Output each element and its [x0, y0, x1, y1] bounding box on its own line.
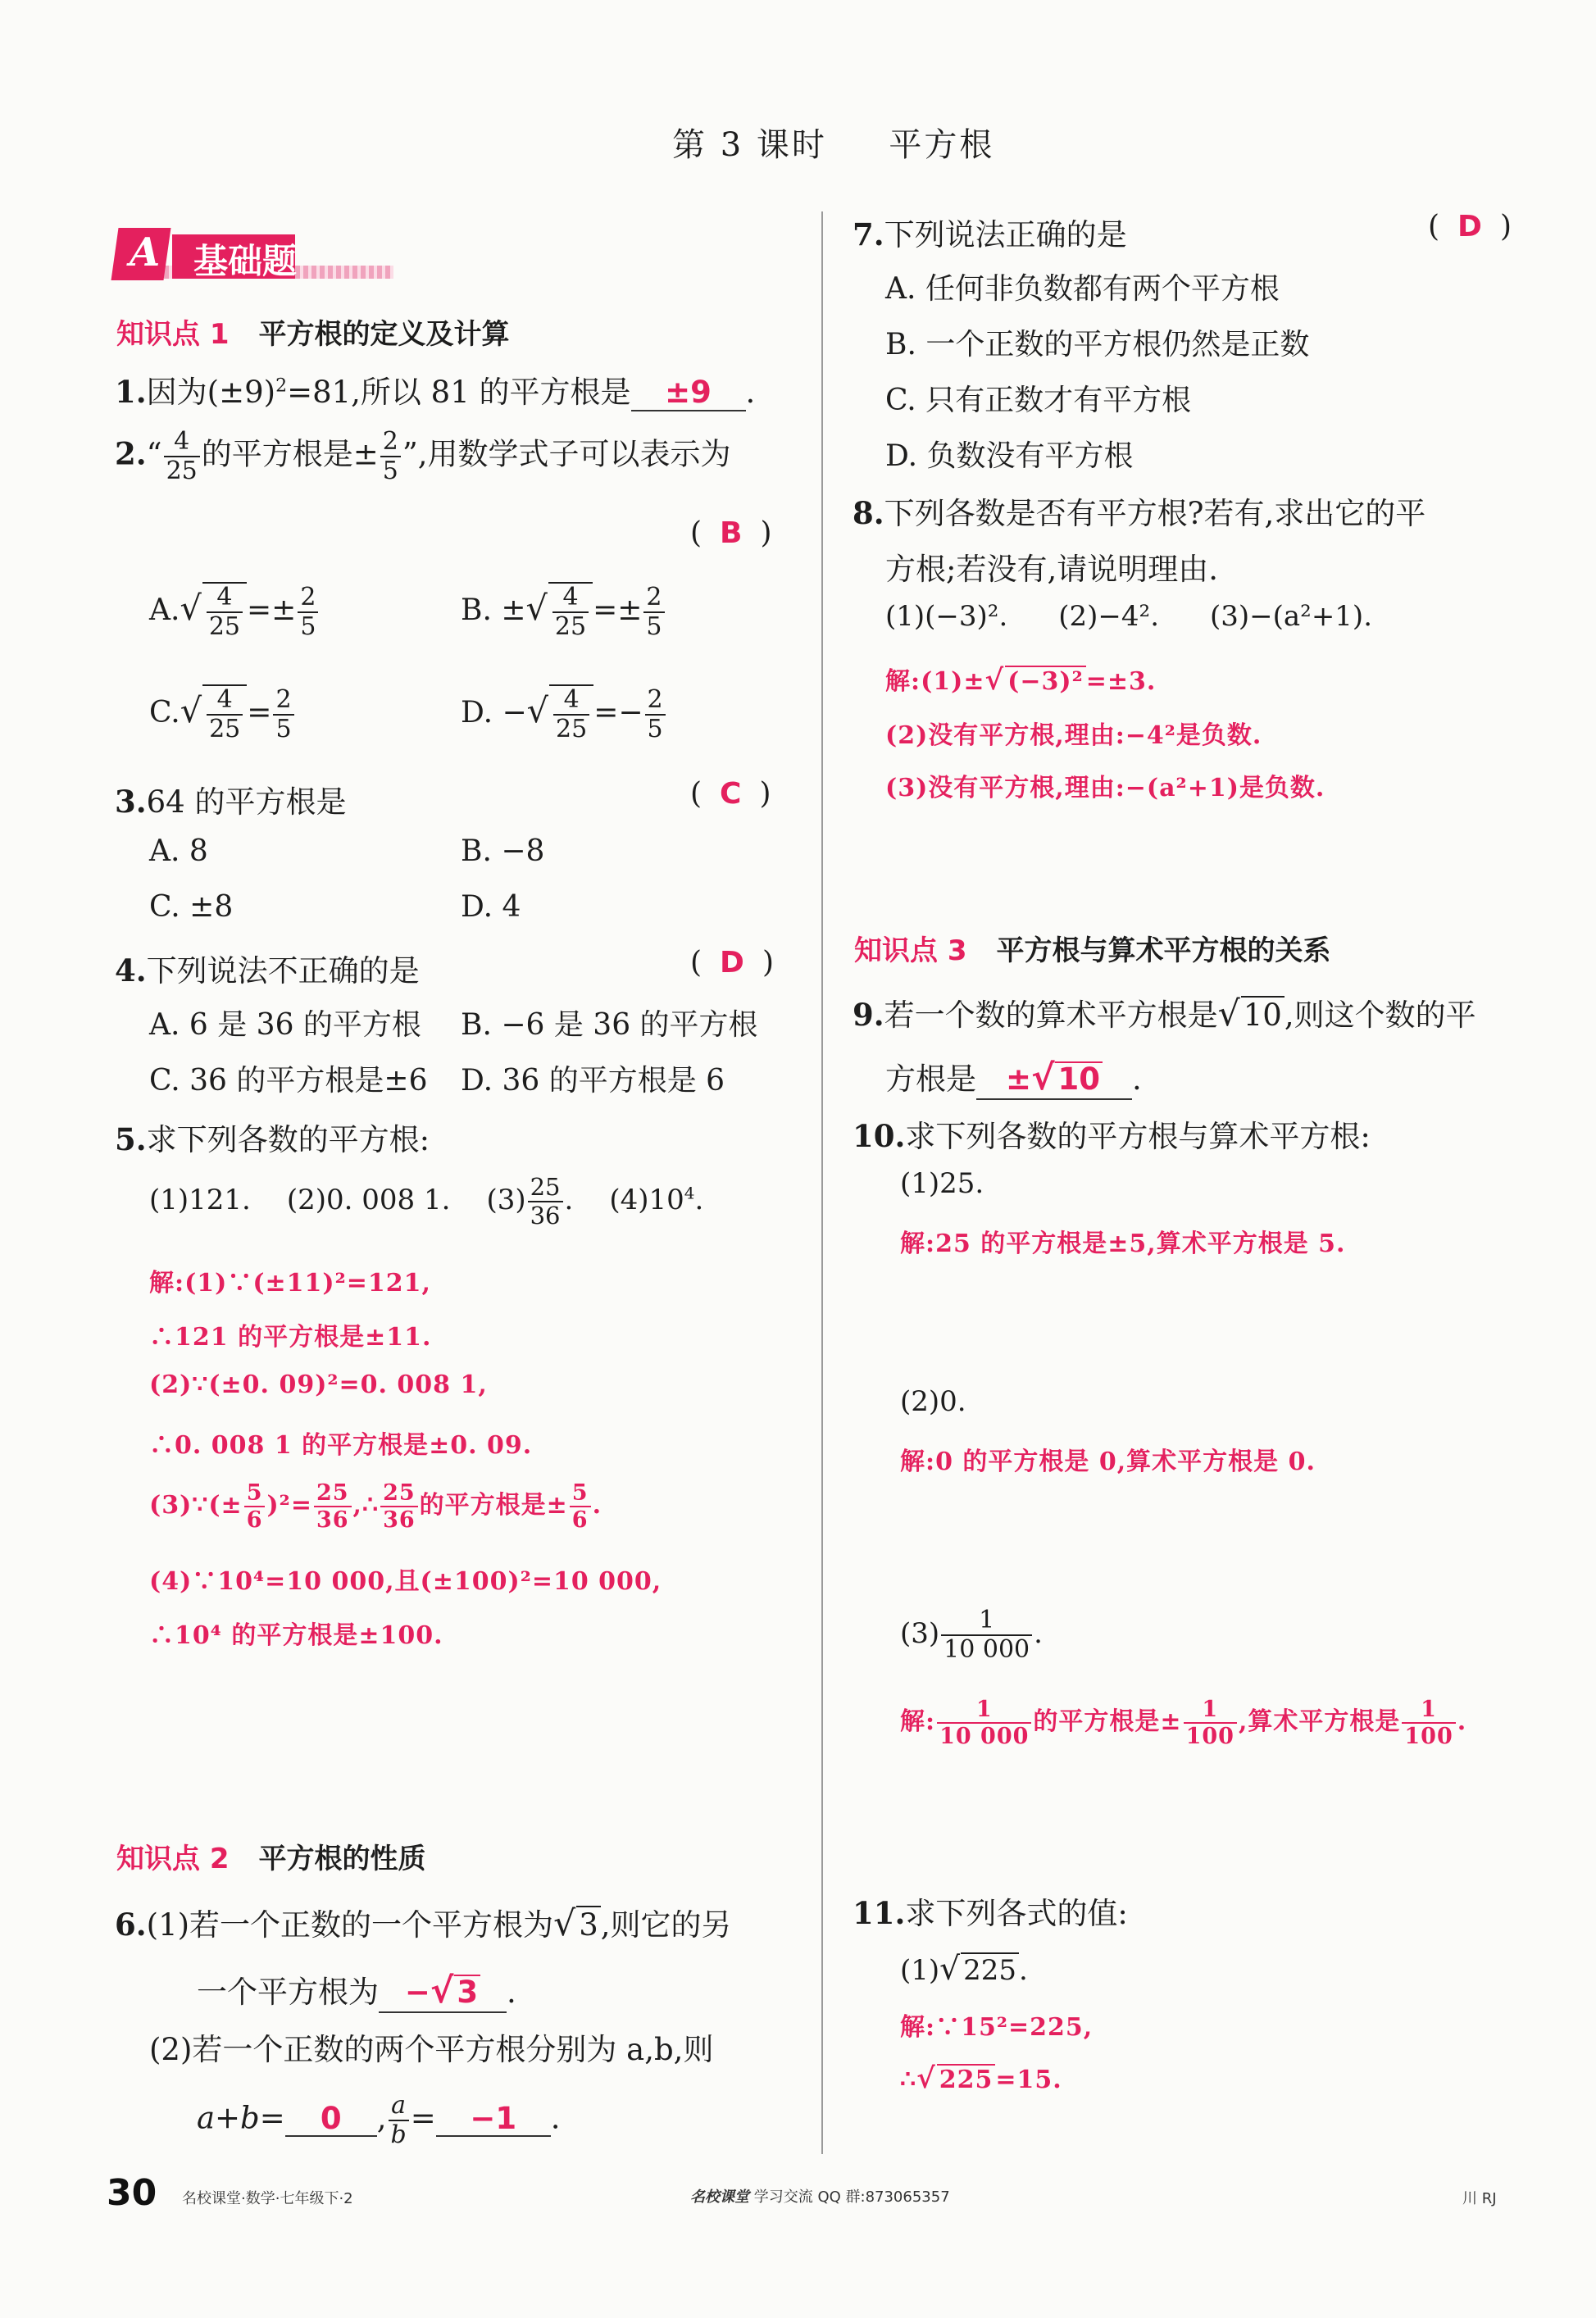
q5-text: 求下列各数的平方根:: [146, 1122, 430, 1157]
frac-num: 2: [645, 686, 666, 716]
sol-fraction: [1402, 1697, 1455, 1749]
q3-option-b[interactable]: B. −8: [461, 834, 545, 868]
q7-answer: D: [1457, 210, 1482, 243]
radical-sign: √: [525, 589, 548, 628]
q2-fraction-2-5: [380, 428, 401, 485]
q2-answer: B: [720, 516, 743, 550]
sol-text: 的平方根是±: [419, 1491, 568, 1520]
q6-text-4: a+b=: [197, 2100, 285, 2136]
frac-num: 2: [273, 686, 293, 716]
radical-sign: √: [1031, 1058, 1055, 1098]
frac-den: 100: [1185, 1724, 1235, 1749]
q2-opt-d-value: [645, 686, 666, 743]
sol-text: =15.: [995, 2066, 1062, 2094]
q9-text-2: 方根是: [885, 1061, 976, 1097]
q8-item-2: (2)−4²: [1058, 600, 1151, 633]
q11-number: 11.: [853, 1895, 906, 1931]
sol-radicand: 225: [937, 2064, 996, 2094]
q6-answer-blank-2: 0: [285, 2102, 377, 2138]
footer-center: [690, 2185, 950, 2207]
frac-den: 25: [556, 715, 588, 743]
q6-number: 6.: [115, 1907, 147, 1943]
frac-num: 1: [1184, 1697, 1237, 1724]
q9-text-1: 若一个数的算术平方根是: [884, 998, 1218, 1033]
q6-radicand: 3: [576, 1906, 601, 1943]
q2-opt-b-value: [643, 584, 664, 641]
q2-option-d[interactable]: [461, 684, 667, 743]
frac-num: 4: [207, 686, 243, 716]
q5-solution-line-5: (3)∵(± $\frac{5}{6}$ )²= $\frac{25}{36}$ ,∴ $\frac{25}{36}$ 的平方根是± $\frac{5}{6}$ .: [149, 1480, 602, 1533]
kp3-label: 知识点 3: [854, 934, 967, 967]
radical-sign: √: [553, 1904, 576, 1944]
q10-item-3: (3) $\frac{1}{10 000}$ .: [900, 1606, 1043, 1664]
frac-den: 6: [246, 1507, 263, 1533]
q8-solution-line-2: (2)没有平方根,理由:−4²是负数.: [885, 721, 1262, 750]
radical-sign: √: [180, 691, 202, 730]
question-6-part-2: [149, 2025, 713, 2069]
page-number: 30: [107, 2172, 157, 2214]
answer-radicand: 10: [1055, 1061, 1103, 1097]
frac-den: 6: [571, 1507, 589, 1533]
q2-opt-d-label: D. −: [461, 696, 527, 729]
q2-f2-num: 2: [380, 428, 401, 457]
q5-solution-line-1: 解:(1)∵(±11)²=121,: [149, 1269, 431, 1298]
q10-item-1: (1)25.: [900, 1167, 984, 1200]
q8-text-1: 下列各数是否有平方根?若有,求出它的平: [884, 496, 1426, 531]
q10-number: 10.: [853, 1118, 906, 1154]
q6-text-1b: ,则它的另: [600, 1907, 732, 1943]
q4-option-b[interactable]: B. −6 是 36 的平方根: [461, 1008, 758, 1042]
frac-den: 10 000: [944, 1635, 1030, 1664]
frac-num: 1: [1402, 1697, 1455, 1724]
frac-den: 25: [208, 612, 241, 641]
q1-answer-blank: ±9: [631, 376, 746, 411]
frac-num: 5: [244, 1480, 266, 1507]
answer-sign: −: [404, 1975, 430, 2010]
q3-answer-paren: ( C ): [690, 777, 771, 811]
q2-opt-d-eq: =−: [593, 696, 643, 729]
q2-f2-den: 5: [382, 457, 398, 485]
q2-open-quote: “: [146, 436, 162, 472]
frac-den: 10 000: [939, 1724, 1030, 1749]
q1-number: 1.: [115, 374, 147, 410]
radical-sign: √: [939, 1951, 961, 1988]
q4-text: 下列说法不正确的是: [146, 953, 420, 989]
question-10: [853, 1111, 1371, 1156]
frac-den: 100: [1404, 1724, 1453, 1749]
q10-item-2: (2)0.: [900, 1385, 966, 1418]
q2-f1-num: 4: [164, 428, 200, 457]
q1-exponent: 2: [275, 375, 288, 397]
q2-text-mid: 的平方根是±: [201, 436, 379, 472]
frac-num: 25: [314, 1480, 352, 1507]
q4-option-c[interactable]: C. 36 的平方根是±6: [149, 1064, 428, 1098]
frac-den: 36: [316, 1507, 349, 1533]
q2-opt-b-radicand: [548, 582, 593, 641]
q9-text-1b: ,则这个数的平: [1284, 998, 1476, 1033]
sol-fraction: [1184, 1697, 1237, 1749]
sol-fraction: [380, 1480, 418, 1533]
q8-solution-line-3: (3)没有平方根,理由:−(a²+1)是负数.: [885, 774, 1325, 802]
section-a-title: 基础题: [193, 241, 298, 281]
kp3-title: 平方根与算术平方根的关系: [996, 934, 1331, 967]
question-8: [853, 489, 1425, 533]
lesson-label: 第 3 课时: [672, 126, 827, 164]
section-a-banner: [115, 228, 393, 284]
radical-sign: √: [180, 589, 202, 628]
q2-number: 2.: [115, 435, 147, 472]
frac-num: 25: [380, 1480, 418, 1507]
section-a-letter: A: [130, 230, 161, 275]
sol-text: =±3.: [1085, 667, 1157, 696]
q11-solution-line-1: 解:∵15²=225,: [900, 2013, 1094, 2042]
q6-eq: =: [410, 2100, 436, 2136]
question-3: [115, 777, 346, 821]
q3-option-d[interactable]: D. 4: [461, 890, 521, 924]
q4-number: 4.: [115, 952, 147, 989]
q5-item-2: (2)0. 008 1.: [286, 1184, 451, 1216]
footer-qq-group: 学习交流 QQ 群:873065357: [753, 2188, 950, 2206]
sol-text: ∴: [900, 2066, 917, 2094]
column-divider: [821, 211, 823, 2154]
sol-radicand: (−3)²: [1005, 666, 1086, 696]
q4-option-a[interactable]: A. 6 是 36 的平方根: [149, 1008, 421, 1042]
q2-fraction-4-25: [164, 428, 200, 485]
q8-solution-line-1: [885, 661, 1156, 697]
kp1-label: 知识点 1: [116, 318, 230, 351]
q1-text-pre: 因为(±9): [146, 375, 276, 410]
frac-den: 5: [646, 612, 662, 641]
question-1: [115, 367, 755, 411]
q7-number: 7.: [853, 216, 884, 252]
q5-solution-line-3: (2)∵(±0. 09)²=0. 008 1,: [149, 1370, 488, 1399]
q7-option-d[interactable]: D. 负数没有平方根: [885, 439, 1134, 473]
answer-sign: ±: [1006, 1061, 1032, 1097]
q2-answer-paren: ( B ): [690, 516, 772, 550]
frac-den: b: [390, 2120, 407, 2149]
lesson-topic: 平方根: [889, 126, 995, 164]
q2-opt-a-radicand: [202, 582, 247, 641]
answer-radicand: 3: [454, 1975, 480, 2010]
frac-num: 4: [552, 584, 589, 613]
question-9-cont: 方根是 ±√ 10 .: [885, 1058, 1142, 1098]
question-11: [853, 1888, 1128, 1933]
q2-option-c[interactable]: [149, 684, 296, 743]
q6-text-1: (1)若一个正数的一个平方根为: [146, 1907, 554, 1943]
q5-solution-line-7: ∴10⁴ 的平方根是±100.: [149, 1621, 443, 1650]
frac-num: 5: [570, 1480, 591, 1507]
kp2-title: 平方根的性质: [258, 1843, 426, 1875]
sol-text: 解:: [900, 1707, 936, 1736]
q3-option-a[interactable]: A. 8: [149, 834, 208, 868]
q8-number: 8.: [853, 495, 884, 531]
q10-item-3-fraction: [941, 1607, 1032, 1664]
kp2-label: 知识点 2: [116, 1843, 230, 1875]
q1-period: .: [745, 375, 756, 410]
q11-solution-line-2: [900, 2062, 1062, 2095]
footer-book-title: 名校课堂·数学·七年级下·2: [182, 2190, 353, 2207]
frac-den: 25: [554, 612, 587, 641]
sol-fraction: [244, 1480, 266, 1533]
sol-text: 的平方根是±: [1033, 1707, 1182, 1736]
q5-items: (1)121. (2)0. 008 1. (3) $\frac{25}{36}$ . $(4)10^4$.: [149, 1173, 704, 1229]
frac-num: 2: [298, 584, 318, 613]
q2-text-end: ”,用数学式子可以表示为: [402, 436, 731, 472]
q8-item-1: (1)(−3)²: [885, 600, 999, 633]
frac-num: 1: [937, 1697, 1031, 1724]
footer-edition: 川 RJ: [1462, 2190, 1497, 2207]
q7-option-a[interactable]: A. 任何非负数都有两个平方根: [885, 272, 1280, 306]
q4-answer-paren: ( D ): [690, 946, 774, 979]
q2-opt-a-value: [298, 584, 318, 641]
q1-text: =81,所以 81 的平方根是: [287, 375, 631, 410]
q2-opt-b-eq: =±: [593, 593, 643, 627]
q5-item-1: (1)121.: [149, 1184, 251, 1216]
q6-fraction-a-b: [389, 2092, 409, 2149]
q7-answer-paren: ( D ): [1428, 210, 1512, 243]
frac-den: 36: [383, 1507, 416, 1533]
q2-option-b[interactable]: [461, 582, 666, 641]
q10-solution-2: 解:0 的平方根是 0,算术平方根是 0.: [900, 1448, 1316, 1476]
q2-f1-den: 25: [166, 457, 198, 485]
q3-text: 64 的平方根是: [146, 784, 347, 820]
q9-radicand: 10: [1241, 996, 1285, 1033]
q11-text: 求下列各式的值:: [905, 1896, 1128, 1931]
sol-fraction: [937, 1697, 1031, 1749]
sol-fraction: [314, 1480, 352, 1533]
frac-num: 4: [207, 584, 243, 613]
knowledge-point-3: [854, 928, 1331, 968]
q11-item-1-label: (1): [900, 1954, 940, 1987]
q3-answer: C: [720, 777, 742, 811]
question-9: [853, 990, 1476, 1034]
q6-comma: ,: [376, 2100, 387, 2136]
q10-solution-1: 解:25 的平方根是±5,算术平方根是 5.: [900, 1229, 1346, 1258]
frac-den: 5: [275, 715, 292, 743]
sol-text: (3)∵(±: [149, 1491, 243, 1520]
question-6-part-1: [115, 1900, 732, 1944]
question-5: [115, 1115, 430, 1159]
q3-number: 3.: [115, 784, 147, 820]
radical-sign: √: [1217, 994, 1240, 1034]
radical-sign: √: [916, 2062, 936, 2095]
frac-num: a: [389, 2092, 409, 2121]
q4-option-d[interactable]: D. 36 的平方根是 6: [461, 1064, 725, 1098]
q2-opt-c-radicand: [202, 684, 247, 743]
q6-text-2: 一个平方根为: [197, 1975, 379, 2010]
q10-text: 求下列各数的平方根与算术平方根:: [905, 1119, 1371, 1154]
q2-opt-a-label: A.: [149, 593, 180, 627]
knowledge-point-1: [116, 311, 510, 352]
q2-opt-c-value: [273, 686, 293, 743]
radical-sign: √: [984, 664, 1005, 697]
q2-opt-d-radicand: [549, 684, 593, 743]
q6-text-3: (2)若一个正数的两个平方根分别为 a,b,则: [149, 2032, 714, 2067]
q2-opt-a-eq: =±: [247, 593, 297, 627]
radical-sign: √: [430, 1971, 454, 2011]
frac-den: 5: [647, 715, 663, 743]
sol-text: )²=: [266, 1491, 312, 1520]
frac-num: 2: [643, 584, 664, 613]
q5-solution-line-2: ∴121 的平方根是±11.: [149, 1323, 432, 1352]
q6-answer-blank-1: [379, 1973, 507, 2013]
publisher-logo: 名校课堂: [690, 2188, 749, 2206]
q4-answer: D: [720, 946, 744, 979]
frac-num: 1: [941, 1607, 1032, 1636]
q2-option-a[interactable]: [149, 582, 320, 641]
sol-text: ,∴: [352, 1491, 380, 1520]
q11-item-1: (1)√ 225.: [900, 1951, 1028, 1988]
q7-text: 下列说法正确的是: [884, 217, 1127, 252]
question-6-part-1-cont: 一个平方根为 −√ 3 .: [197, 1971, 516, 2011]
question-6-part-2-cont: a+b= 0 , $\frac{a}{b}$ = −1 .: [197, 2091, 561, 2149]
frac-den: 25: [209, 715, 241, 743]
question-7: [853, 210, 1127, 254]
q5-solution-line-4: ∴0. 008 1 的平方根是±0. 09.: [149, 1431, 533, 1460]
q9-number: 9.: [853, 997, 884, 1033]
q8-item-3: (3)−(a²+1).: [1210, 600, 1373, 633]
sol-fraction: [570, 1480, 591, 1533]
q5-item-3: (3): [486, 1184, 526, 1216]
radical-sign: √: [526, 691, 549, 730]
q5-number: 5.: [115, 1121, 147, 1157]
q11-radicand: 225: [961, 1952, 1019, 1987]
question-2: [115, 428, 731, 485]
q8-items: (1)(−3)². (2)−4². (3)−(a²+1).: [885, 600, 1373, 633]
frac-den: 36: [530, 1202, 561, 1229]
q5-item-4: (4)10: [609, 1184, 684, 1216]
q5-solution-line-6: (4)∵10⁴=10 000,且(±100)²=10 000,: [149, 1567, 662, 1596]
sol-text: ,算术平方根是: [1238, 1707, 1401, 1736]
q10-item-3-label: (3): [900, 1617, 940, 1650]
q7-option-c[interactable]: C. 只有正数才有平方根: [885, 384, 1192, 417]
frac-den: 5: [300, 612, 316, 641]
question-8-cont: 方根;若没有,请说明理由.: [885, 552, 1218, 587]
q9-answer-blank: [976, 1060, 1132, 1100]
page-title: [672, 119, 994, 166]
sol-text: 解:(1)±: [885, 667, 985, 696]
q7-option-b[interactable]: B. 一个正数的平方根仍然是正数: [885, 328, 1310, 361]
frac-num: 4: [553, 686, 589, 716]
q2-opt-c-eq: =: [247, 696, 272, 729]
q5-item-3-fraction: [528, 1174, 563, 1229]
q5-item-4-exp: 4: [684, 1183, 695, 1203]
knowledge-point-2: [116, 1836, 426, 1876]
frac-num: 25: [528, 1174, 563, 1202]
kp1-title: 平方根的定义及计算: [258, 318, 510, 351]
q2-opt-b-label: B. ±: [461, 593, 526, 627]
question-4: [115, 946, 420, 990]
q2-opt-c-label: C.: [149, 696, 180, 729]
q10-solution-3: 解: $\frac{1}{10 000}$ 的平方根是± $\frac{1}{100}$ ,算术平方根是 $\frac{1}{100}$ .: [900, 1697, 1467, 1749]
q6-answer-blank-3: −1: [436, 2102, 551, 2138]
q3-option-c[interactable]: C. ±8: [149, 890, 234, 924]
